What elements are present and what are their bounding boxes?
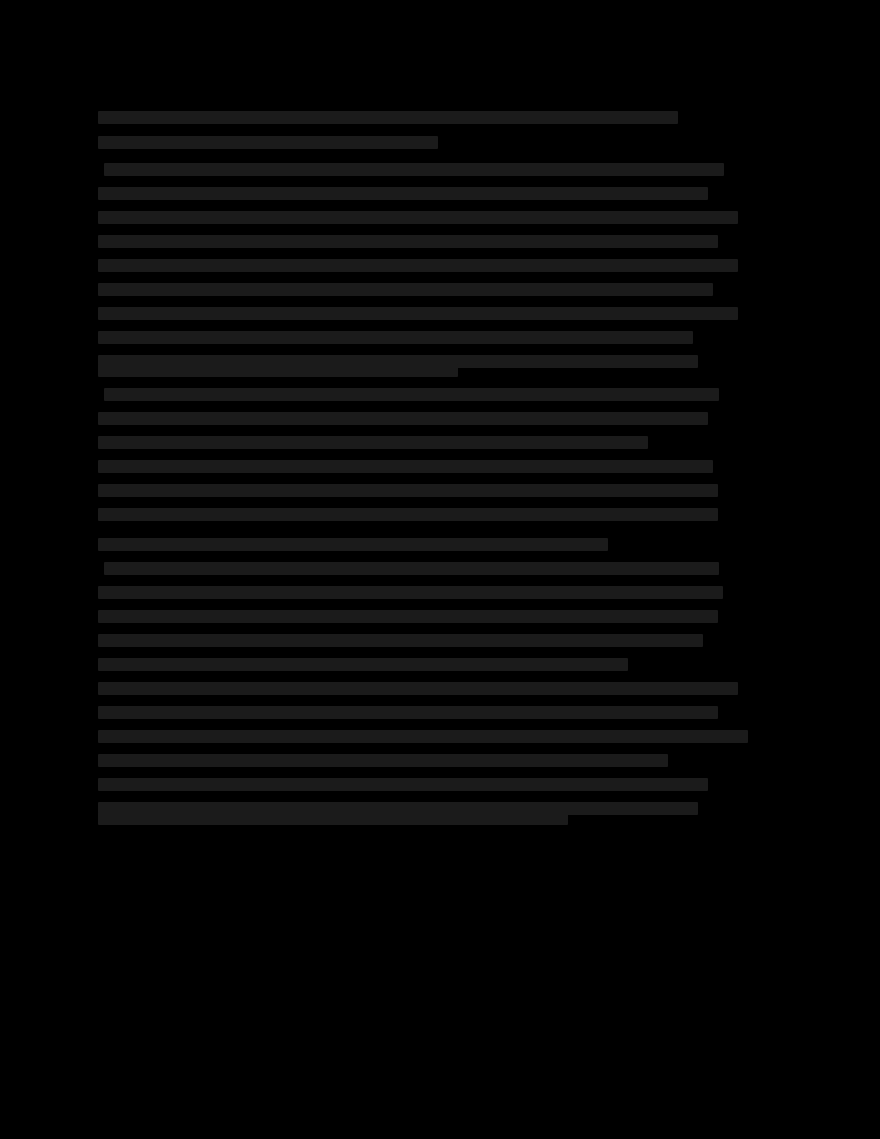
- text-line: [98, 610, 718, 623]
- text-line: [98, 307, 738, 320]
- text-line: [98, 706, 718, 719]
- text-line: [98, 730, 748, 743]
- text-line: [98, 259, 738, 272]
- text-line: [98, 283, 713, 296]
- text-line: [98, 187, 708, 200]
- text-line: [98, 508, 718, 521]
- text-line: [98, 754, 668, 767]
- text-line: [98, 682, 738, 695]
- text-line: [98, 235, 718, 248]
- text-line: [98, 211, 738, 224]
- text-line: [98, 136, 438, 149]
- text-line: [98, 111, 678, 124]
- text-line: [98, 586, 723, 599]
- text-line: [104, 163, 724, 176]
- text-line: [98, 812, 568, 825]
- text-line: [98, 634, 703, 647]
- text-line: [98, 484, 718, 497]
- text-line: [104, 562, 719, 575]
- text-line: [98, 331, 693, 344]
- text-line: [98, 658, 628, 671]
- text-line: [98, 412, 708, 425]
- text-line: [98, 538, 608, 551]
- text-line: [98, 778, 708, 791]
- text-line: [98, 364, 458, 377]
- text-line: [98, 460, 713, 473]
- text-line: [98, 436, 648, 449]
- text-line: [104, 388, 719, 401]
